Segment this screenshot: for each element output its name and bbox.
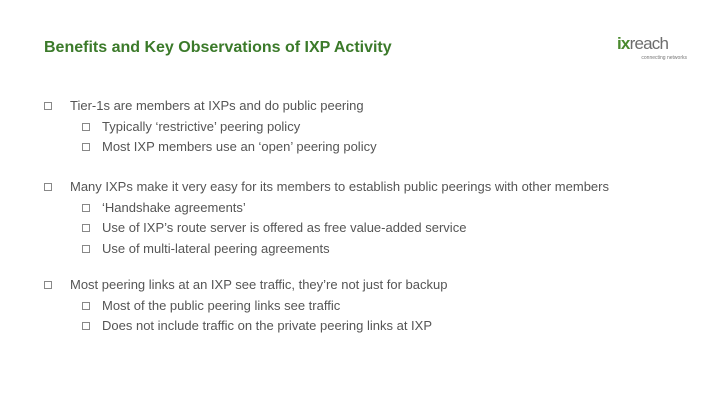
checkbox-bullet-icon bbox=[82, 322, 90, 330]
checkbox-bullet-icon bbox=[82, 143, 90, 151]
checkbox-bullet-icon bbox=[82, 302, 90, 310]
checkbox-bullet-icon bbox=[44, 183, 52, 191]
checkbox-bullet-icon bbox=[44, 281, 52, 289]
checkbox-bullet-icon bbox=[82, 204, 90, 212]
ixreach-logo bbox=[617, 35, 687, 65]
checkbox-bullet-icon bbox=[44, 102, 52, 110]
slide-title: Benefits and Key Observations of IXP Activity bbox=[44, 39, 392, 56]
logo-wordmark: ixreach bbox=[617, 34, 669, 53]
logo-tagline: connecting networks bbox=[641, 55, 687, 61]
checkbox-bullet-icon bbox=[82, 224, 90, 232]
checkbox-bullet-icon bbox=[82, 245, 90, 253]
checkbox-bullet-icon bbox=[82, 123, 90, 131]
